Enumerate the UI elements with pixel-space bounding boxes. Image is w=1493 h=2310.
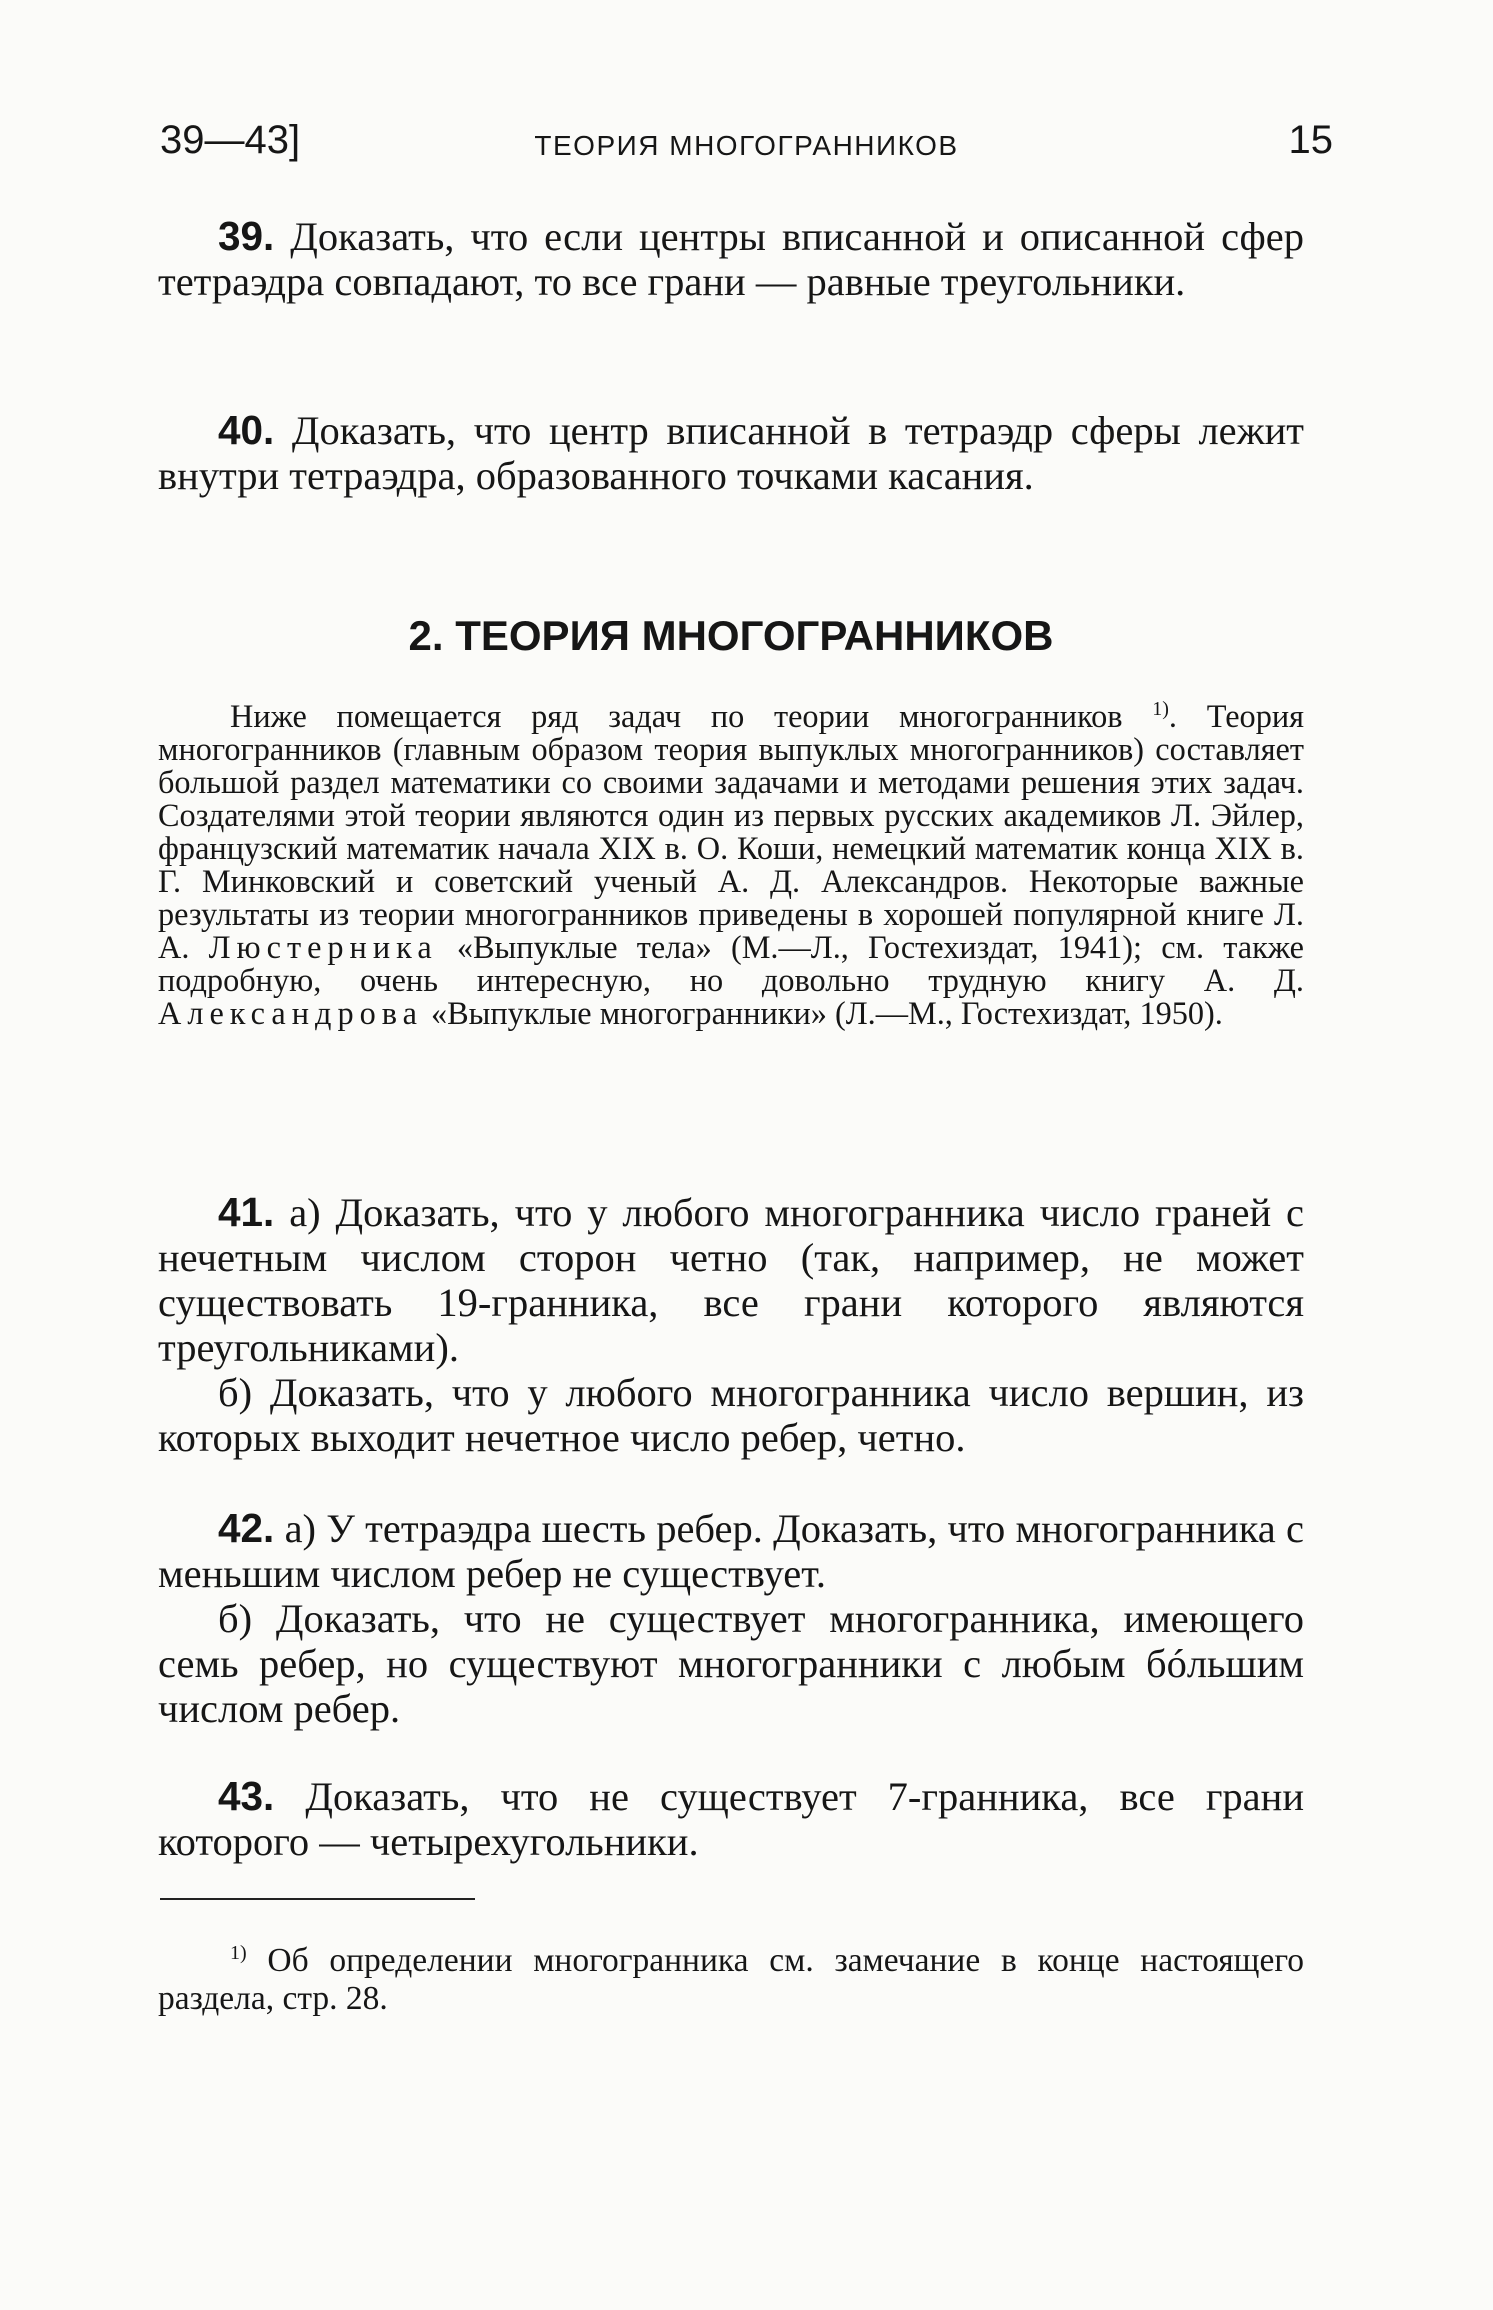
section-intro-paragraph xyxy=(158,700,1304,1030)
problem-number: 40. xyxy=(218,407,275,453)
page-number: 15 xyxy=(1288,118,1333,162)
problem-40-text xyxy=(158,408,1304,498)
intro-part-1: Ниже помещается ряд задач по теории многогранников xyxy=(230,698,1153,734)
problem-number: 39. xyxy=(218,213,275,259)
intro-part-2: . Теория многогранников (главным образом теория выпуклых многогранников) составляет большой раздел математики со своими задачами и методами решения этих задач. Создателями этой теории являются один из первых русских академиков Л. Эйлер, французский математик начала XIX в. О. Коши, немецкий математик конца XIX в. Г. Минковский и советский ученый А. Д. Александров. Некоторые важные результаты из теории многогранников приведены в хорошей популярной книге Л. А. xyxy=(158,698,1304,965)
section-heading: 2. ТЕОРИЯ МНОГОГРАННИКОВ xyxy=(408,612,1054,659)
problem-40 xyxy=(158,408,1304,498)
problem-43 xyxy=(158,1774,1304,1864)
problem-41 xyxy=(158,1190,1304,1460)
problem-42 xyxy=(158,1506,1304,1731)
running-title: ТЕОРИЯ МНОГОГРАННИКОВ xyxy=(534,130,959,161)
problem-43-text xyxy=(158,1774,1304,1864)
problem-statement: Доказать, что центр вписанной в тетраэдр сферы лежит внутри тетраэдра, образованного точками касания. xyxy=(158,408,1304,498)
author-name: Люстерника xyxy=(208,929,438,965)
problem-part-a: а) Доказать, что у любого многогранника число граней с нечетным числом сторон четно (так, например, не может существовать 19-гранника, все грани которого являются треугольниками). xyxy=(158,1190,1304,1370)
problem-number: 42. xyxy=(218,1505,275,1551)
problem-41-b: б) Доказать, что у любого многогранника число вершин, из которых выходит нечетное число ребер, четно. xyxy=(158,1370,1304,1460)
running-header xyxy=(160,118,1333,178)
footnote-text: Об определении многогранника см. замечание в конце настоящего раздела, стр. 28. xyxy=(158,1942,1304,2017)
problem-number: 41. xyxy=(218,1189,275,1235)
problem-part-a: а) У тетраэдра шесть ребер. Доказать, что многогранника с меньшим числом ребер не существует. xyxy=(158,1506,1305,1596)
footnote-reference: 1) xyxy=(1152,698,1169,721)
problem-number: 43. xyxy=(218,1773,275,1819)
footnote-mark: 1) xyxy=(230,1941,247,1964)
problem-statement: Доказать, что если центры вписанной и описанной сфер тетраэдра совпадают, то все грани — равные треугольники. xyxy=(158,214,1305,304)
author-name: Александрова xyxy=(158,995,423,1031)
problem-41-a xyxy=(158,1190,1304,1370)
problem-42-a xyxy=(158,1506,1304,1596)
intro-part-4: «Выпуклые многогранники» (Л.—М., Гостехиздат, 1950). xyxy=(422,995,1223,1031)
problem-42-b: б) Доказать, что не существует многогранника, имеющего семь ребер, но существуют многогранники с любым бóльшим числом ребер. xyxy=(158,1596,1304,1731)
problem-39-text xyxy=(158,214,1304,304)
intro-part-3: «Выпуклые тела» (М.—Л., Гостехиздат, 1941); см. также подробную, очень интересную, но довольно трудную книгу А. Д. xyxy=(158,929,1304,998)
problem-range: 39—43] xyxy=(160,118,301,162)
footnote-divider xyxy=(160,1898,475,1900)
problem-statement: Доказать, что не существует 7-гранника, все грани которого — четырехугольники. xyxy=(158,1774,1305,1864)
problem-39 xyxy=(158,214,1304,304)
footnote xyxy=(158,1942,1304,2018)
